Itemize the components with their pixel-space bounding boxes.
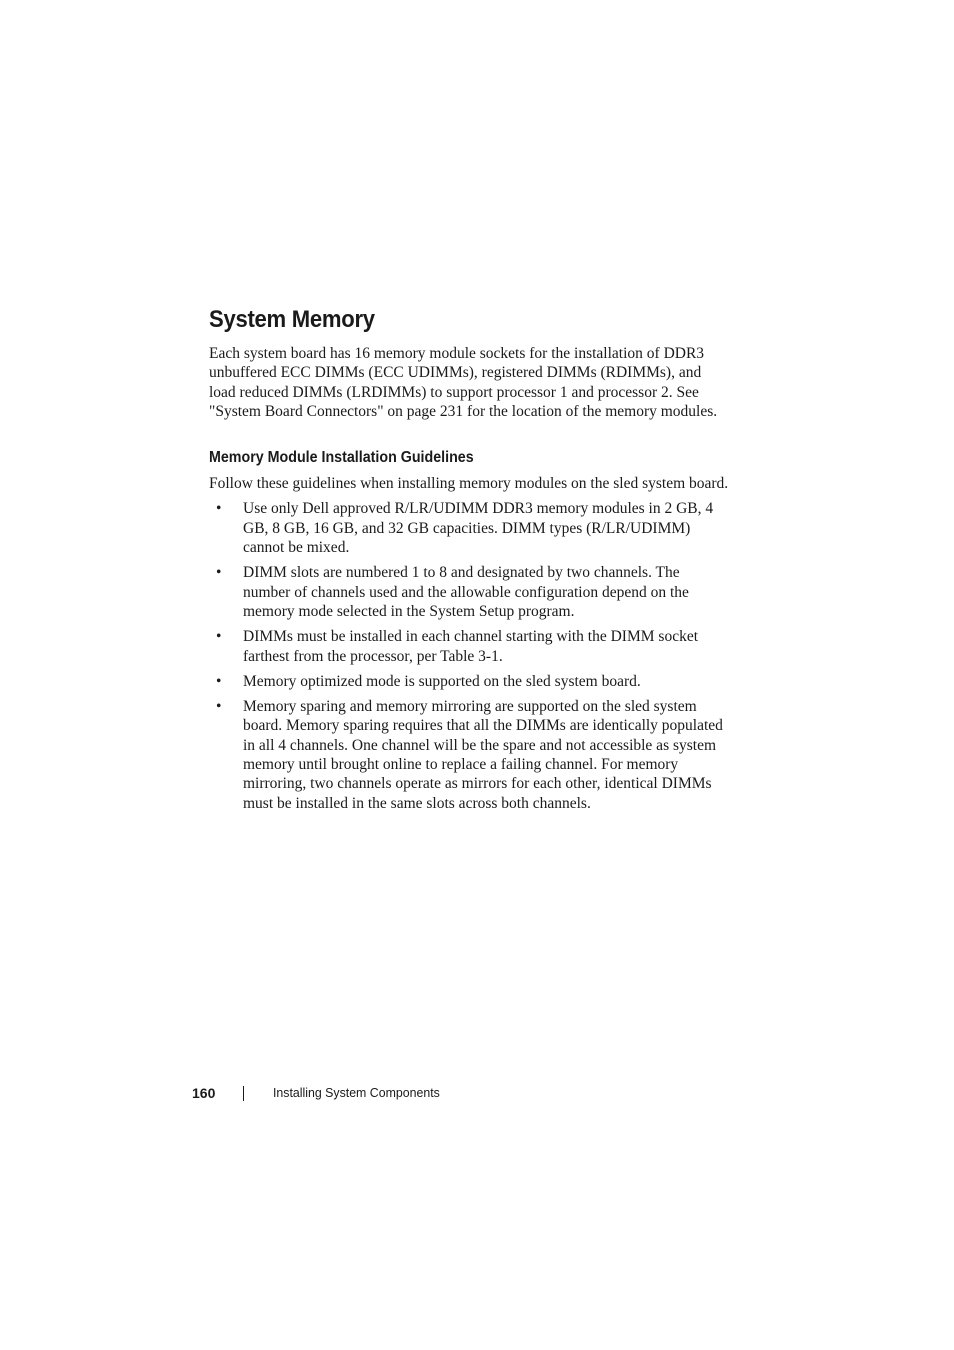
- intro-paragraph: Each system board has 16 memory module sockets for the installation of DDR3 unbuffered ECC DIMMs (ECC UDIMMs), registered DIMMs (RDIMMs), and load reduced DIMMs (LRDIMMs) to support processor 1 and processor 2. See "System Board Connectors" on page 231 for the location of the memory modules.: [209, 345, 718, 420]
- list-item: [209, 672, 729, 691]
- page-number: 160: [192, 1085, 216, 1101]
- list-item-text: Use only Dell approved R/LR/UDIMM DDR3 memory modules in 2 GB, 4 GB, 8 GB, 16 GB, and 32 GB capacities. DIMM types (R/LR/UDIMM) cannot be mixed.: [243, 500, 714, 557]
- list-item: [209, 697, 729, 813]
- bullet-icon: •: [216, 564, 222, 582]
- footer-divider: [243, 1086, 244, 1101]
- list-item-text: DIMMs must be installed in each channel starting with the DIMM socket farthest from the processor, per Table 3-1.: [243, 628, 699, 665]
- list-item-text: Memory sparing and memory mirroring are supported on the sled system board. Memory sparing requires that all the DIMMs are identically populated in all 4 channels. One channel will be the spare and not accessible as system memory until brought online to replace a failing channel. For memory mirroring, two channels operate as mirrors for each other, identical DIMMs must be installed in the same slots across both channels.: [243, 698, 723, 812]
- list-item-text: Memory optimized mode is supported on the sled system board.: [243, 672, 641, 690]
- list-item-text: DIMM slots are numbered 1 to 8 and designated by two channels. The number of channels used and the allowable configuration depend on the memory mode selected in the System Setup program.: [243, 564, 689, 620]
- list-item: [209, 563, 729, 621]
- footer-section-title: Installing System Components: [273, 1085, 440, 1100]
- page-content: [209, 304, 729, 819]
- section-heading: Memory Module Installation Guidelines: [209, 449, 474, 467]
- page-title: System Memory: [209, 306, 375, 333]
- guidelines-list: [209, 499, 729, 812]
- bullet-icon: •: [216, 672, 222, 690]
- bullet-icon: •: [216, 698, 222, 716]
- list-item: [209, 499, 729, 557]
- bullet-icon: •: [216, 500, 222, 518]
- bullet-icon: •: [216, 628, 222, 646]
- list-item: [209, 627, 729, 666]
- guidelines-intro: Follow these guidelines when installing memory modules on the sled system board.: [209, 475, 729, 493]
- page-footer: [0, 1083, 954, 1103]
